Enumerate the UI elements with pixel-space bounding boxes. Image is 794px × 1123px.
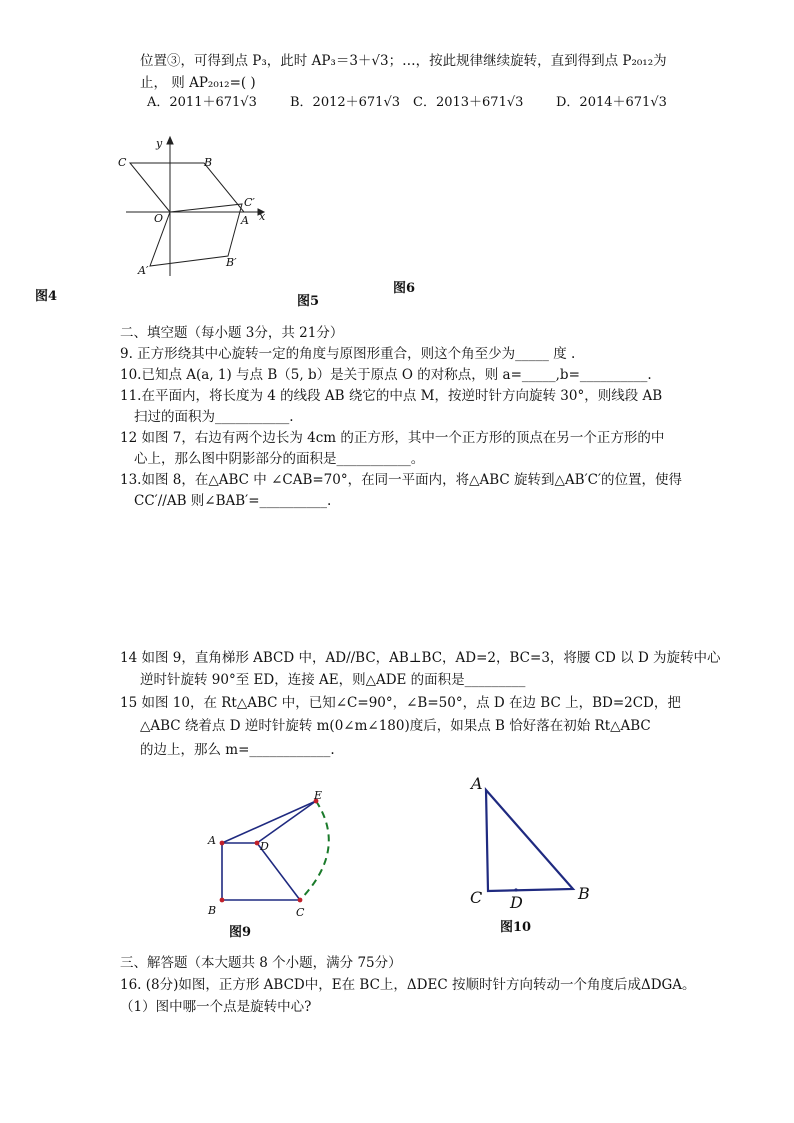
caption-fig10: 图10	[500, 920, 532, 935]
question-12-line2: 心上，那么图中阴影部分的面积是___________。	[134, 451, 425, 467]
fig5-label-x: x	[259, 210, 266, 223]
q8-option-a: A．2011＋671√3	[147, 95, 257, 110]
caption-fig9: 图9	[229, 925, 252, 940]
fig5-label-o: O	[154, 212, 164, 225]
section2-title: 二、填空题（每小题 3分，共 21分）	[120, 325, 344, 341]
fig9-label-a: A	[208, 834, 216, 847]
fig10-label-a: A	[471, 774, 483, 793]
point-d	[514, 888, 517, 891]
caption-fig4: 图4	[35, 289, 58, 304]
question-15-line1: 15 如图 10，在 Rt△ABC 中，已知∠C=90°，∠B=50°，点 D 在边 BC 上，BD=2CD，把	[120, 695, 681, 711]
triangle-abc	[486, 790, 573, 891]
fig5-label-a-prime: A′	[138, 264, 149, 277]
q8-option-d: D．2014＋671√3	[556, 95, 667, 110]
q8-option-c: C．2013＋671√3	[413, 95, 524, 110]
fig9-label-e: E	[314, 789, 323, 802]
question-11-line2: 扫过的面积为___________.	[134, 409, 294, 425]
question-15-line3: 的边上，那么 m=____________.	[140, 742, 335, 758]
question-10: 10.已知点 A(a, 1) 与点 B（5, b）是关于原点 O 的对称点，则 a=_____,b=__________.	[120, 367, 652, 383]
fig5-label-c: C	[118, 156, 127, 169]
fig10-label-c: C	[470, 888, 483, 907]
fig9-label-c: C	[296, 906, 305, 919]
section3-title: 三、解答题（本大题共 8 个小题，满分 75分）	[120, 955, 402, 971]
fig9-label-d: D	[260, 840, 269, 853]
fig10-label-d: D	[510, 893, 523, 912]
question-13-line1: 13.如图 8，在△ABC 中 ∠CAB=70°，在同一平面内，将△ABC 旋转到△AB′C′的位置，使得	[120, 472, 683, 488]
question-12-line1: 12 如图 7，右边有两个边长为 4cm 的正方形，其中一个正方形的顶点在另一个正方形的中	[120, 430, 665, 446]
question-11-line1: 11.在平面内，将长度为 4 的线段 AB 绕它的中点 M，按逆时针方向旋转 30°，则线段 AB	[120, 388, 663, 404]
question-14-line2: 逆时针旋转 90°至 ED，连接 AE，则△ADE 的面积是_________	[140, 672, 526, 688]
fig5-label-c-prime: C′	[244, 196, 255, 209]
fig5-label-y: y	[156, 137, 163, 150]
question-15-line2: △ABC 绕着点 D 逆时针旋转 m(0∠m∠180)度后，如果点 B 恰好落在初始 Rt△ABC	[140, 718, 651, 734]
fig5-label-b: B	[204, 156, 213, 169]
fig5-label-a: A	[241, 214, 249, 227]
q8-option-b: B．2012＋671√3	[290, 95, 401, 110]
fig10-label-b: B	[578, 884, 590, 903]
caption-fig5: 图5	[297, 294, 320, 309]
fig5-label-b-prime: B′	[226, 256, 237, 269]
q8-line2: 止， 则 AP₂₀₁₂=( )	[140, 75, 256, 91]
question-13-line2: CC′//AB 则∠BAB′=__________.	[134, 493, 332, 509]
question-9: 9. 正方形绕其中心旋转一定的角度与原图形重合，则这个角至少为_____ 度 .	[120, 346, 576, 362]
q8-line1: 位置③，可得到点 P₃，此时 AP₃＝3＋√3；…，按此规律继续旋转，直到得到点 P₂₀₁₂为	[140, 53, 667, 69]
question-16-line1: 16. (8分)如图，正方形 ABCD中，E在 BC上，ΔDEC 按顺时针方向转动一个角度后成ΔDGA。	[120, 977, 696, 993]
question-14-line1: 14 如图 9，直角梯形 ABCD 中，AD//BC，AB⊥BC，AD=2，BC=3，将腰 CD 以 D 为旋转中心	[120, 650, 721, 666]
question-16-line2: （1）图中哪一个点是旋转中心?	[120, 999, 312, 1015]
caption-fig6: 图6	[393, 281, 416, 296]
fig9-label-b: B	[208, 904, 217, 917]
